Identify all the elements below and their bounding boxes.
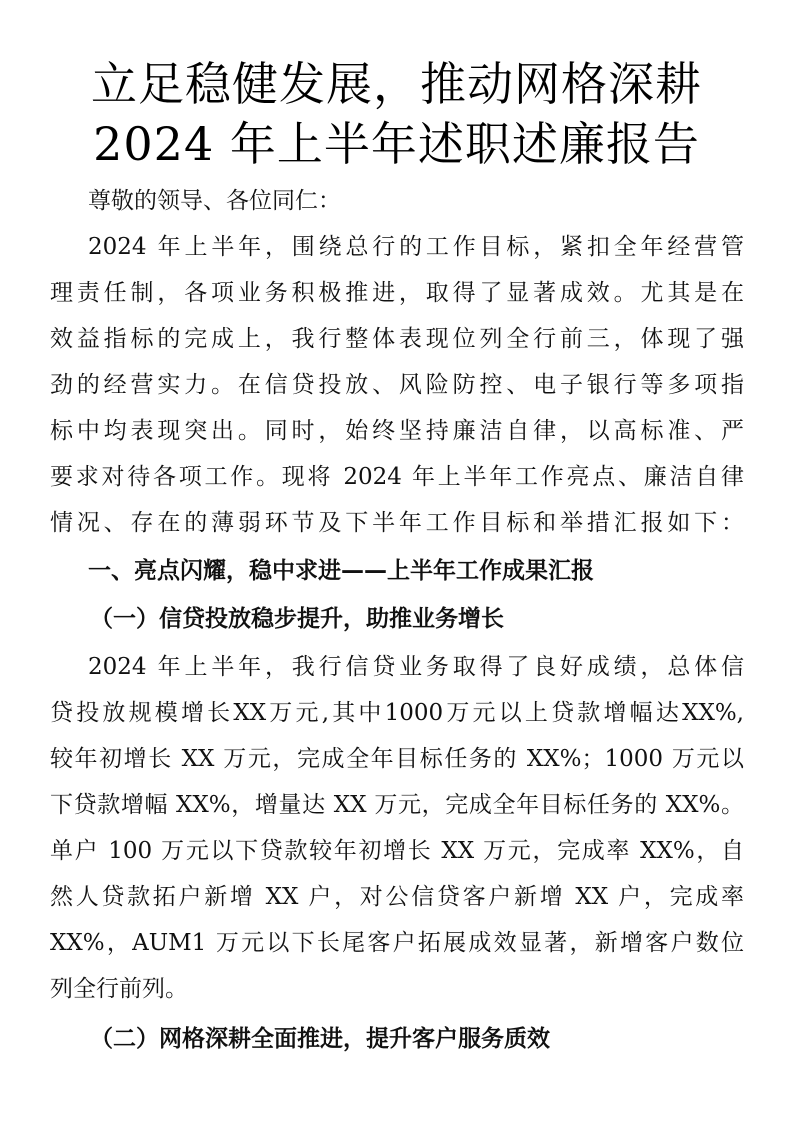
document-title-line1: 立足稳健发展，推动网格深耕: [91, 57, 702, 111]
paragraph-line: 理责任制，各项业务积极推进，取得了显著成效。尤其是在: [50, 280, 744, 306]
paragraph-line: 贷投放规模增长XX万元,其中1000万元以上贷款增幅达XX%,: [50, 700, 744, 726]
subsection-heading-1: （一）信贷投放稳步提升，助推业务增长: [90, 606, 504, 632]
paragraph-line: 要求对待各项工作。现将 2024 年上半年工作亮点、廉洁自律: [50, 464, 744, 490]
paragraph-line: 2024 年上半年，围绕总行的工作目标，紧扣全年经营管: [88, 234, 744, 260]
paragraph-line: 劲的经营实力。在信贷投放、风险防控、电子银行等多项指: [50, 372, 744, 398]
salutation: 尊敬的领导、各位同仁：: [88, 188, 341, 214]
paragraph-line: 单户 100 万元以下贷款较年初增长 XX 万元，完成率 XX%，自: [50, 838, 744, 864]
paragraph-line: 标中均表现突出。同时，始终坚持廉洁自律，以高标准、严: [50, 418, 744, 444]
subsection-heading-2: （二）网格深耕全面推进，提升客户服务质效: [90, 1026, 550, 1052]
paragraph-line: 2024 年上半年，我行信贷业务取得了良好成绩，总体信: [88, 654, 744, 680]
paragraph-line: 然人贷款拓户新增 XX 户，对公信贷客户新增 XX 户，完成率: [50, 884, 744, 910]
paragraph-line: 效益指标的完成上，我行整体表现位列全行前三，体现了强: [50, 326, 744, 352]
paragraph-line: 情况、存在的薄弱环节及下半年工作目标和举措汇报如下：: [50, 510, 744, 536]
paragraph-line: 列全行前列。: [50, 976, 188, 1002]
section-heading-1: 一、亮点闪耀，稳中求进——上半年工作成果汇报: [88, 558, 594, 584]
paragraph-line: 下贷款增幅 XX%，增量达 XX 万元，完成全年目标任务的 XX%。: [50, 792, 744, 818]
paragraph-line: 较年初增长 XX 万元，完成全年目标任务的 XX%；1000 万元以: [50, 746, 744, 772]
paragraph-line: XX%，AUM1 万元以下长尾客户拓展成效显著，新增客户数位: [50, 930, 744, 956]
document-title-line2: 2024 年上半年述职述廉报告: [93, 117, 700, 171]
